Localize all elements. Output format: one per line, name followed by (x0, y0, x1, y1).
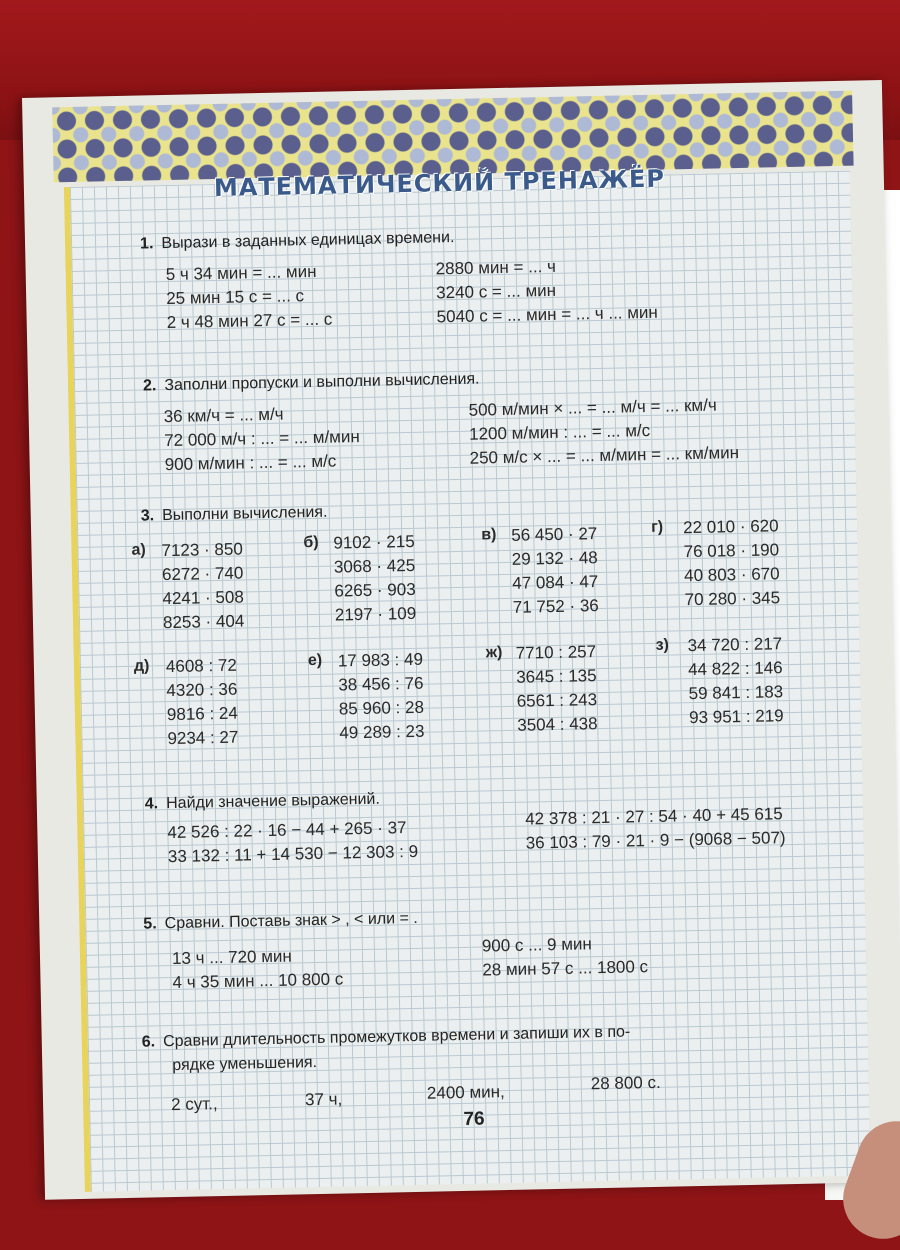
task-5-left-column (172, 943, 344, 995)
task-item: 9234 : 27 (167, 727, 239, 749)
task-3-group-e (338, 648, 425, 746)
task-item: 56 450 · 27 (511, 524, 598, 545)
task-5-right-column (482, 931, 649, 982)
group-letter: ж) (485, 644, 503, 662)
task-item: 28 мин 57 с ... 1800 с (482, 957, 649, 980)
task-number: 3. (140, 507, 155, 525)
task-item: 500 м/мин × ... = ... м/ч = ... км/ч (468, 395, 717, 420)
task-item: 13 ч ... 720 мин (171, 946, 292, 969)
task-item: 8253 · 404 (162, 611, 245, 633)
task-item: 59 841 : 183 (688, 682, 784, 704)
task-text: Выполни вычисления. (161, 503, 328, 525)
task-3-group-a (161, 537, 244, 635)
task-3-group-v (511, 522, 599, 620)
task-number: 1. (139, 235, 154, 253)
task-item: 900 м/мин : ... = ... м/с (164, 451, 337, 475)
task-item: 7123 · 850 (161, 539, 243, 561)
task-item: 36 км/ч = ... м/ч (163, 404, 284, 427)
task-1-left-column (165, 260, 332, 335)
task-item: 76 018 · 190 (683, 540, 780, 562)
task-3-group-g (683, 514, 780, 612)
task-1-right-column (435, 253, 658, 330)
task-item: 25 мин 15 с = ... с (166, 286, 305, 309)
task-text: Сравни. Поставь знак > , < или = . (164, 909, 418, 933)
task-text: Сравни длительность промежутков времени и запиши их в по- (162, 1023, 631, 1051)
group-letter: е) (307, 651, 323, 670)
task-item: 42 526 : 22 · 16 − 44 + 265 · 37 (167, 818, 407, 843)
task-item: 250 м/с × ... = ... м/мин = ... км/мин (469, 443, 740, 468)
task-item: 36 103 : 79 · 21 · 9 − (9068 − 507) (525, 828, 786, 853)
group-letter: б) (303, 533, 319, 552)
task-item: 47 084 · 47 (512, 572, 599, 593)
task-4-left-column (167, 816, 418, 869)
task-6-item: 2 сут., (170, 1094, 218, 1115)
task-item: 4 ч 35 мин ... 10 800 с (172, 969, 344, 993)
task-number: 2. (142, 377, 157, 395)
group-letter: в) (481, 526, 497, 544)
task-item: 7710 : 257 (515, 642, 597, 663)
workbook-page (22, 80, 900, 1200)
group-letter: з) (655, 636, 670, 654)
task-6-item: 37 ч, (304, 1089, 343, 1110)
task-item: 3645 : 135 (516, 666, 597, 687)
task-item: 4320 : 36 (166, 679, 238, 701)
task-item: 85 960 : 28 (338, 697, 425, 719)
task-item: 93 951 : 219 (688, 706, 784, 728)
task-item: 3068 · 425 (333, 555, 416, 577)
task-number: 6. (141, 1033, 156, 1051)
task-6-item: 28 800 с. (590, 1072, 661, 1094)
task-item: 1200 м/мин : ... = ... м/с (468, 420, 651, 444)
task-item: 72 000 м/ч : ... = ... м/мин (164, 427, 360, 451)
page-number: 76 (463, 1108, 485, 1130)
task-item: 5040 с = ... мин = ... ч ... мин (436, 302, 659, 327)
task-6-item: 2400 мин, (426, 1082, 505, 1103)
task-item: 9816 : 24 (166, 703, 239, 725)
task-text: Заполни пропуски и выполни вычисления. (164, 370, 480, 395)
task-item: 2880 мин = ... ч (435, 256, 557, 279)
task-2-right-column (468, 393, 739, 471)
group-letter: г) (650, 518, 664, 536)
task-item: 29 132 · 48 (511, 548, 598, 569)
task-text: Найди значение выражений. (165, 790, 381, 813)
task-item: 6561 : 243 (516, 690, 598, 711)
task-number: 5. (143, 915, 157, 933)
task-item: 3240 с = ... мин (435, 280, 557, 303)
task-item: 17 983 : 49 (337, 649, 424, 671)
task-item: 2 ч 48 мин 27 с = ... с (166, 309, 333, 333)
task-item: 4608 : 72 (165, 655, 238, 677)
task-number: 4. (144, 795, 159, 813)
task-item: 42 378 : 21 · 27 : 54 · 40 + 45 615 (525, 804, 783, 829)
task-3-group-d (166, 654, 239, 751)
task-4-right-column (525, 802, 786, 855)
group-letter: д) (133, 657, 150, 675)
task-item: 22 010 · 620 (682, 516, 779, 538)
task-3-group-b (333, 530, 416, 628)
task-item: 38 456 : 76 (338, 673, 424, 695)
task-3-group-zh (515, 640, 597, 738)
task-2-left-column (163, 401, 360, 477)
task-item: 70 280 · 345 (684, 588, 781, 610)
task-item: 34 720 : 217 (687, 634, 783, 656)
task-item: 6265 · 903 (334, 579, 416, 601)
task-item: 900 с ... 9 мин (481, 934, 592, 956)
task-item: 49 289 : 23 (339, 721, 425, 743)
page-title: МАТЕМАТИЧЕСКИЙ ТРЕНАЖЁР (213, 164, 666, 202)
task-3-group-z (687, 632, 784, 730)
group-letter: а) (131, 541, 146, 559)
task-item: 71 752 · 36 (512, 596, 599, 617)
task-item: 9102 · 215 (333, 531, 415, 553)
task-item: 3504 : 438 (517, 714, 598, 735)
task-item: 6272 · 740 (161, 563, 244, 585)
task-item: 4241 · 508 (162, 587, 244, 609)
task-6-heading-continued: рядке уменьшения. (172, 1054, 318, 1075)
task-item: 40 803 · 670 (683, 564, 780, 586)
task-item: 5 ч 34 мин = ... мин (165, 261, 317, 285)
task-text: Вырази в заданных единицах времени. (161, 228, 455, 253)
task-item: 2197 · 109 (334, 603, 417, 625)
task-item: 44 822 : 146 (687, 658, 783, 680)
task-item: 33 132 : 11 + 14 530 − 12 303 : 9 (167, 841, 419, 867)
